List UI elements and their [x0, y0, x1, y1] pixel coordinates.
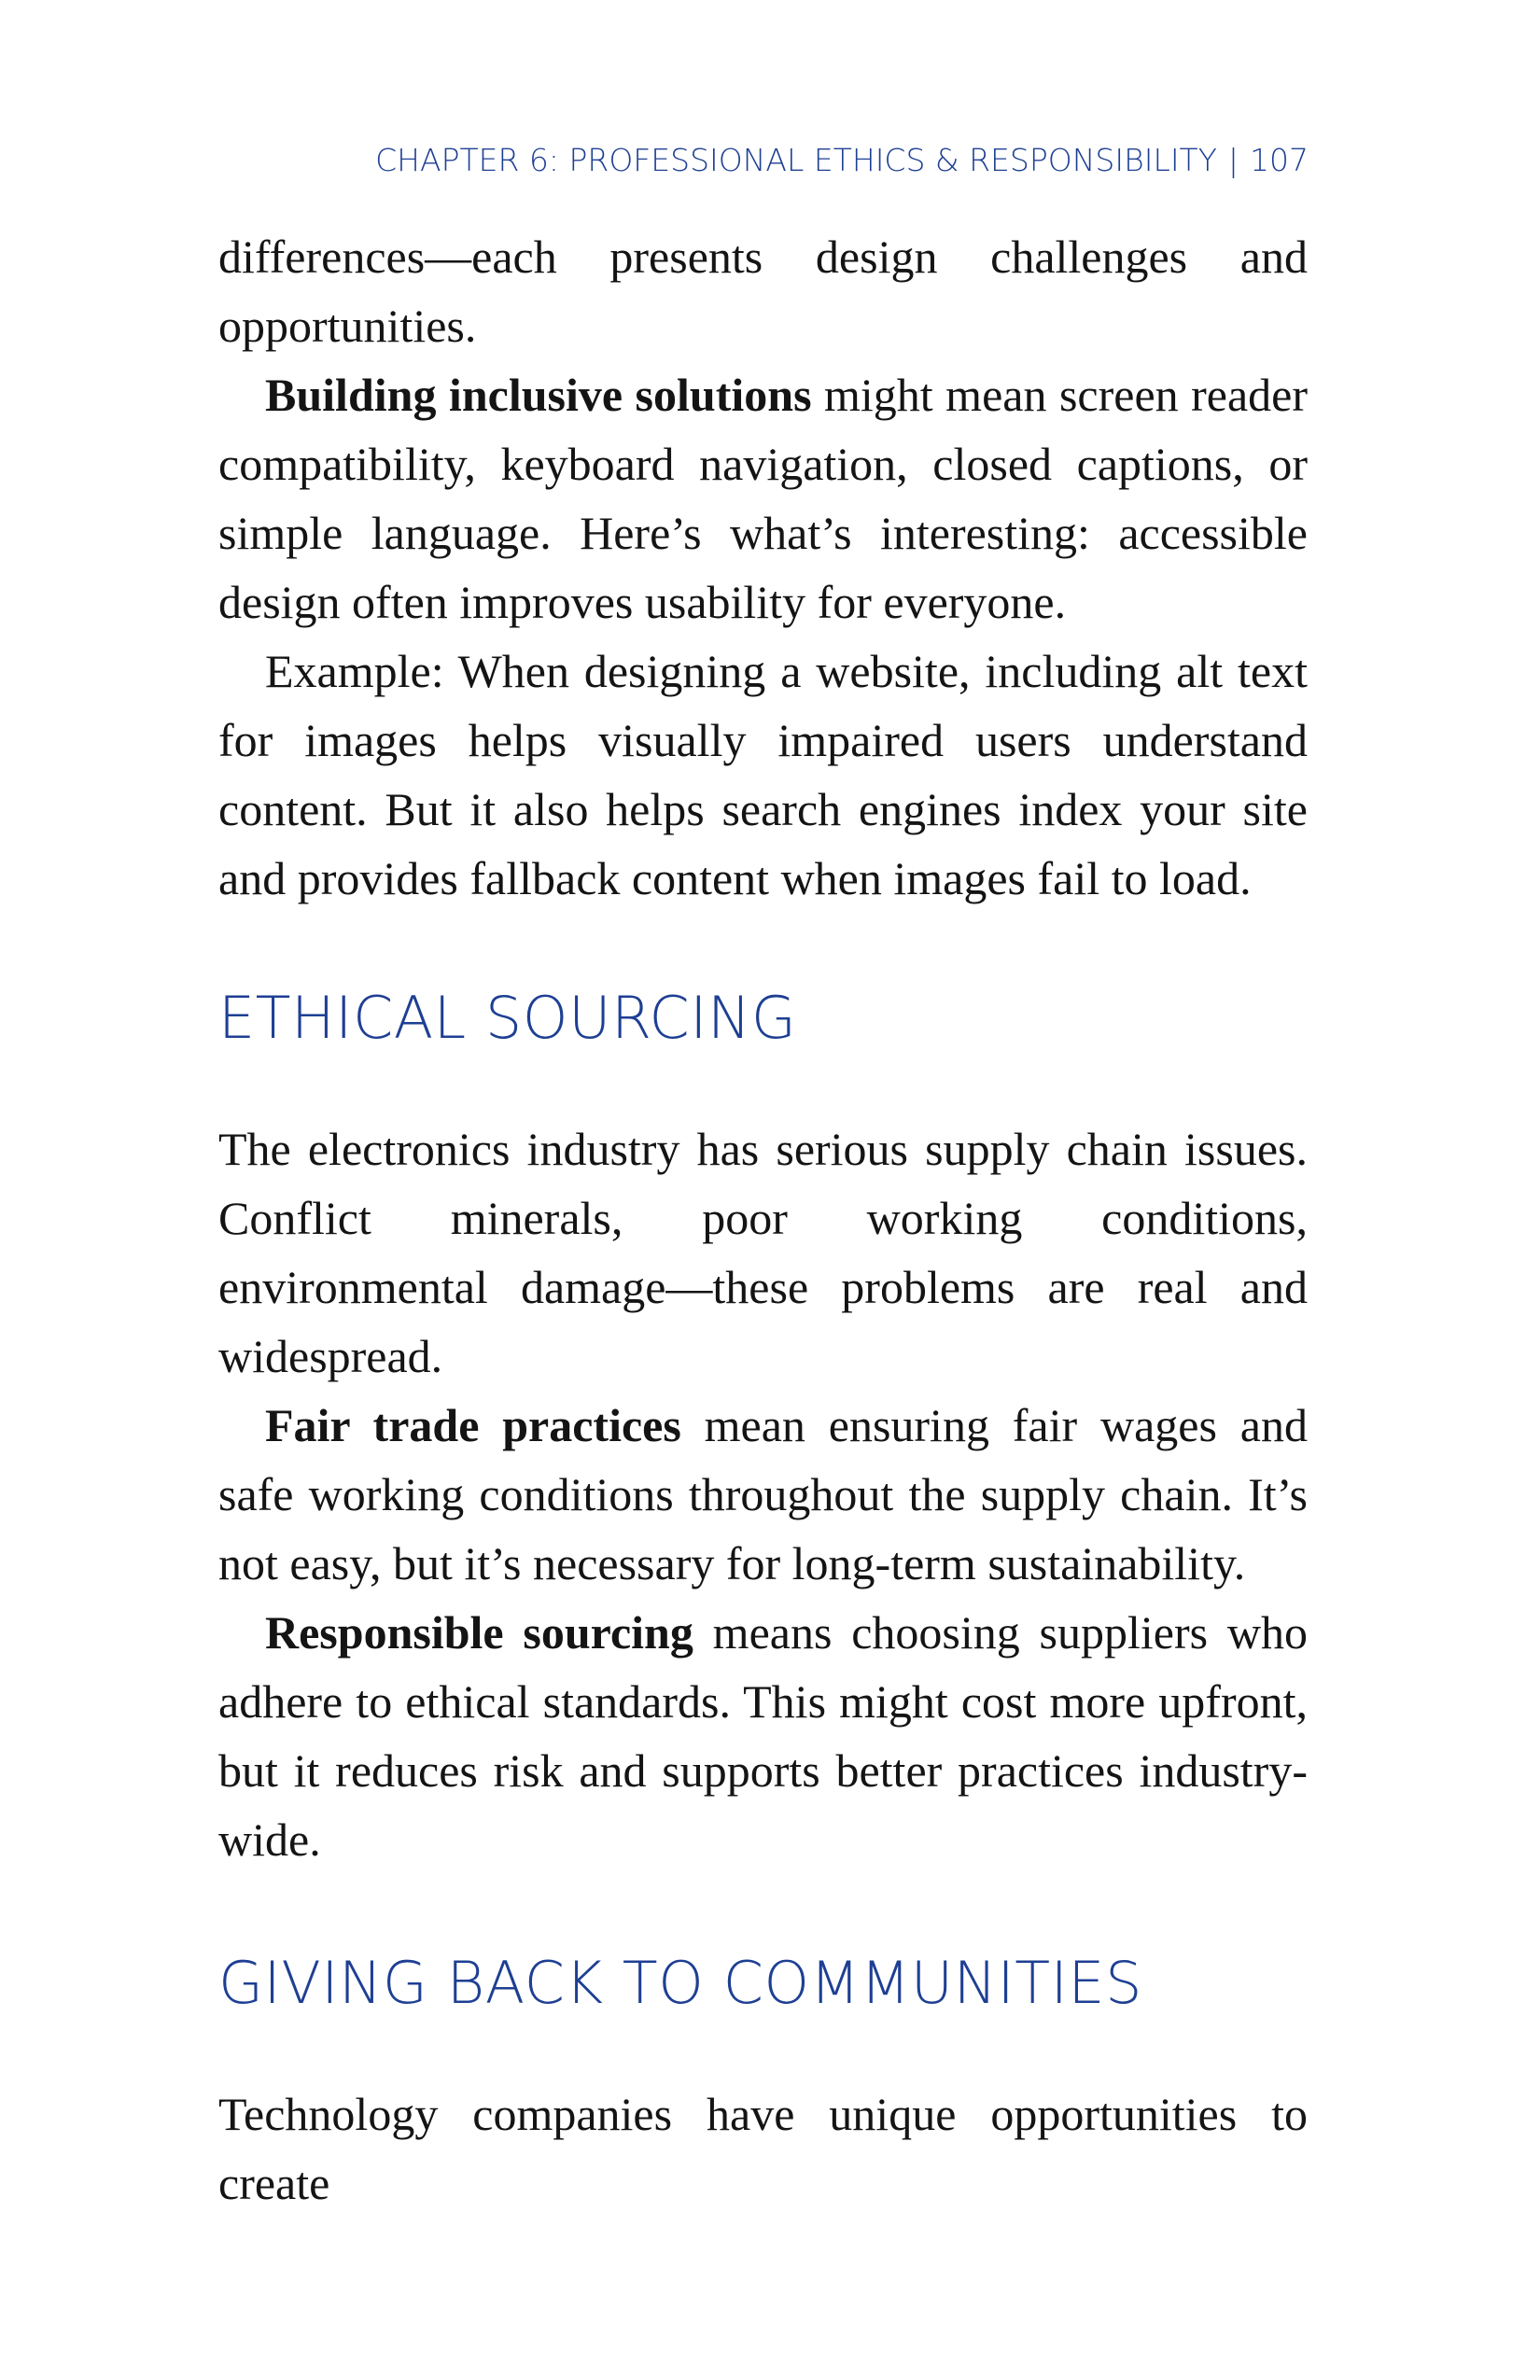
bold-term-inclusive-solutions: Building inclusive solutions [265, 369, 812, 421]
running-header [375, 142, 1309, 178]
paragraph-responsible-sourcing-text: means choosing suppliers who adhere to ethical standards. This might cost more upfront, but it reduces risk and supports better practices industry-wide. [218, 1606, 1309, 1866]
header-separator: | [1227, 142, 1239, 178]
paragraph-example: Example: When designing a website, including alt text for images helps visually impaired users understand content. But it also helps search engines index your site and provides fallback content when images fail to load. [218, 645, 1308, 904]
bold-term-fair-trade: Fair trade practices [265, 1399, 681, 1451]
paragraph-electronics-industry: The electronics industry has serious supply chain issues. Conflict minerals, poor working conditions, environmental damage—these problems are real and widespread. [218, 1123, 1308, 1382]
body-text [218, 222, 1308, 2218]
chapter-title: CHAPTER 6: PROFESSIONAL ETHICS & RESPONSIBILITY [375, 142, 1217, 178]
heading-giving-back: GIVING BACK TO COMMUNITIES [218, 1949, 1142, 2017]
paragraph-inclusive-solutions-text: might mean screen reader compatibility, keyboard navigation, closed captions, or simple language. Here’s what’s interesting: accessible design often improves usability for everyone. [218, 369, 1309, 628]
paragraph-technology-companies: Technology companies have unique opportunities to create [218, 2088, 1308, 2209]
heading-ethical-sourcing: ETHICAL SOURCING [218, 984, 797, 1052]
paragraph-inclusive-solutions [218, 360, 1308, 637]
paragraph-continued: differences—each presents design challenges and opportunities. [218, 231, 1308, 352]
paragraph-fair-trade [218, 1391, 1308, 1598]
paragraph-responsible-sourcing [218, 1598, 1308, 1874]
paragraph-fair-trade-text: mean ensuring fair wages and safe working conditions throughout the supply chain. It’s not easy, but it’s necessary for long-term sustainability. [218, 1399, 1308, 1589]
page-number: 107 [1250, 142, 1309, 178]
bold-term-responsible-sourcing: Responsible sourcing [265, 1606, 693, 1659]
